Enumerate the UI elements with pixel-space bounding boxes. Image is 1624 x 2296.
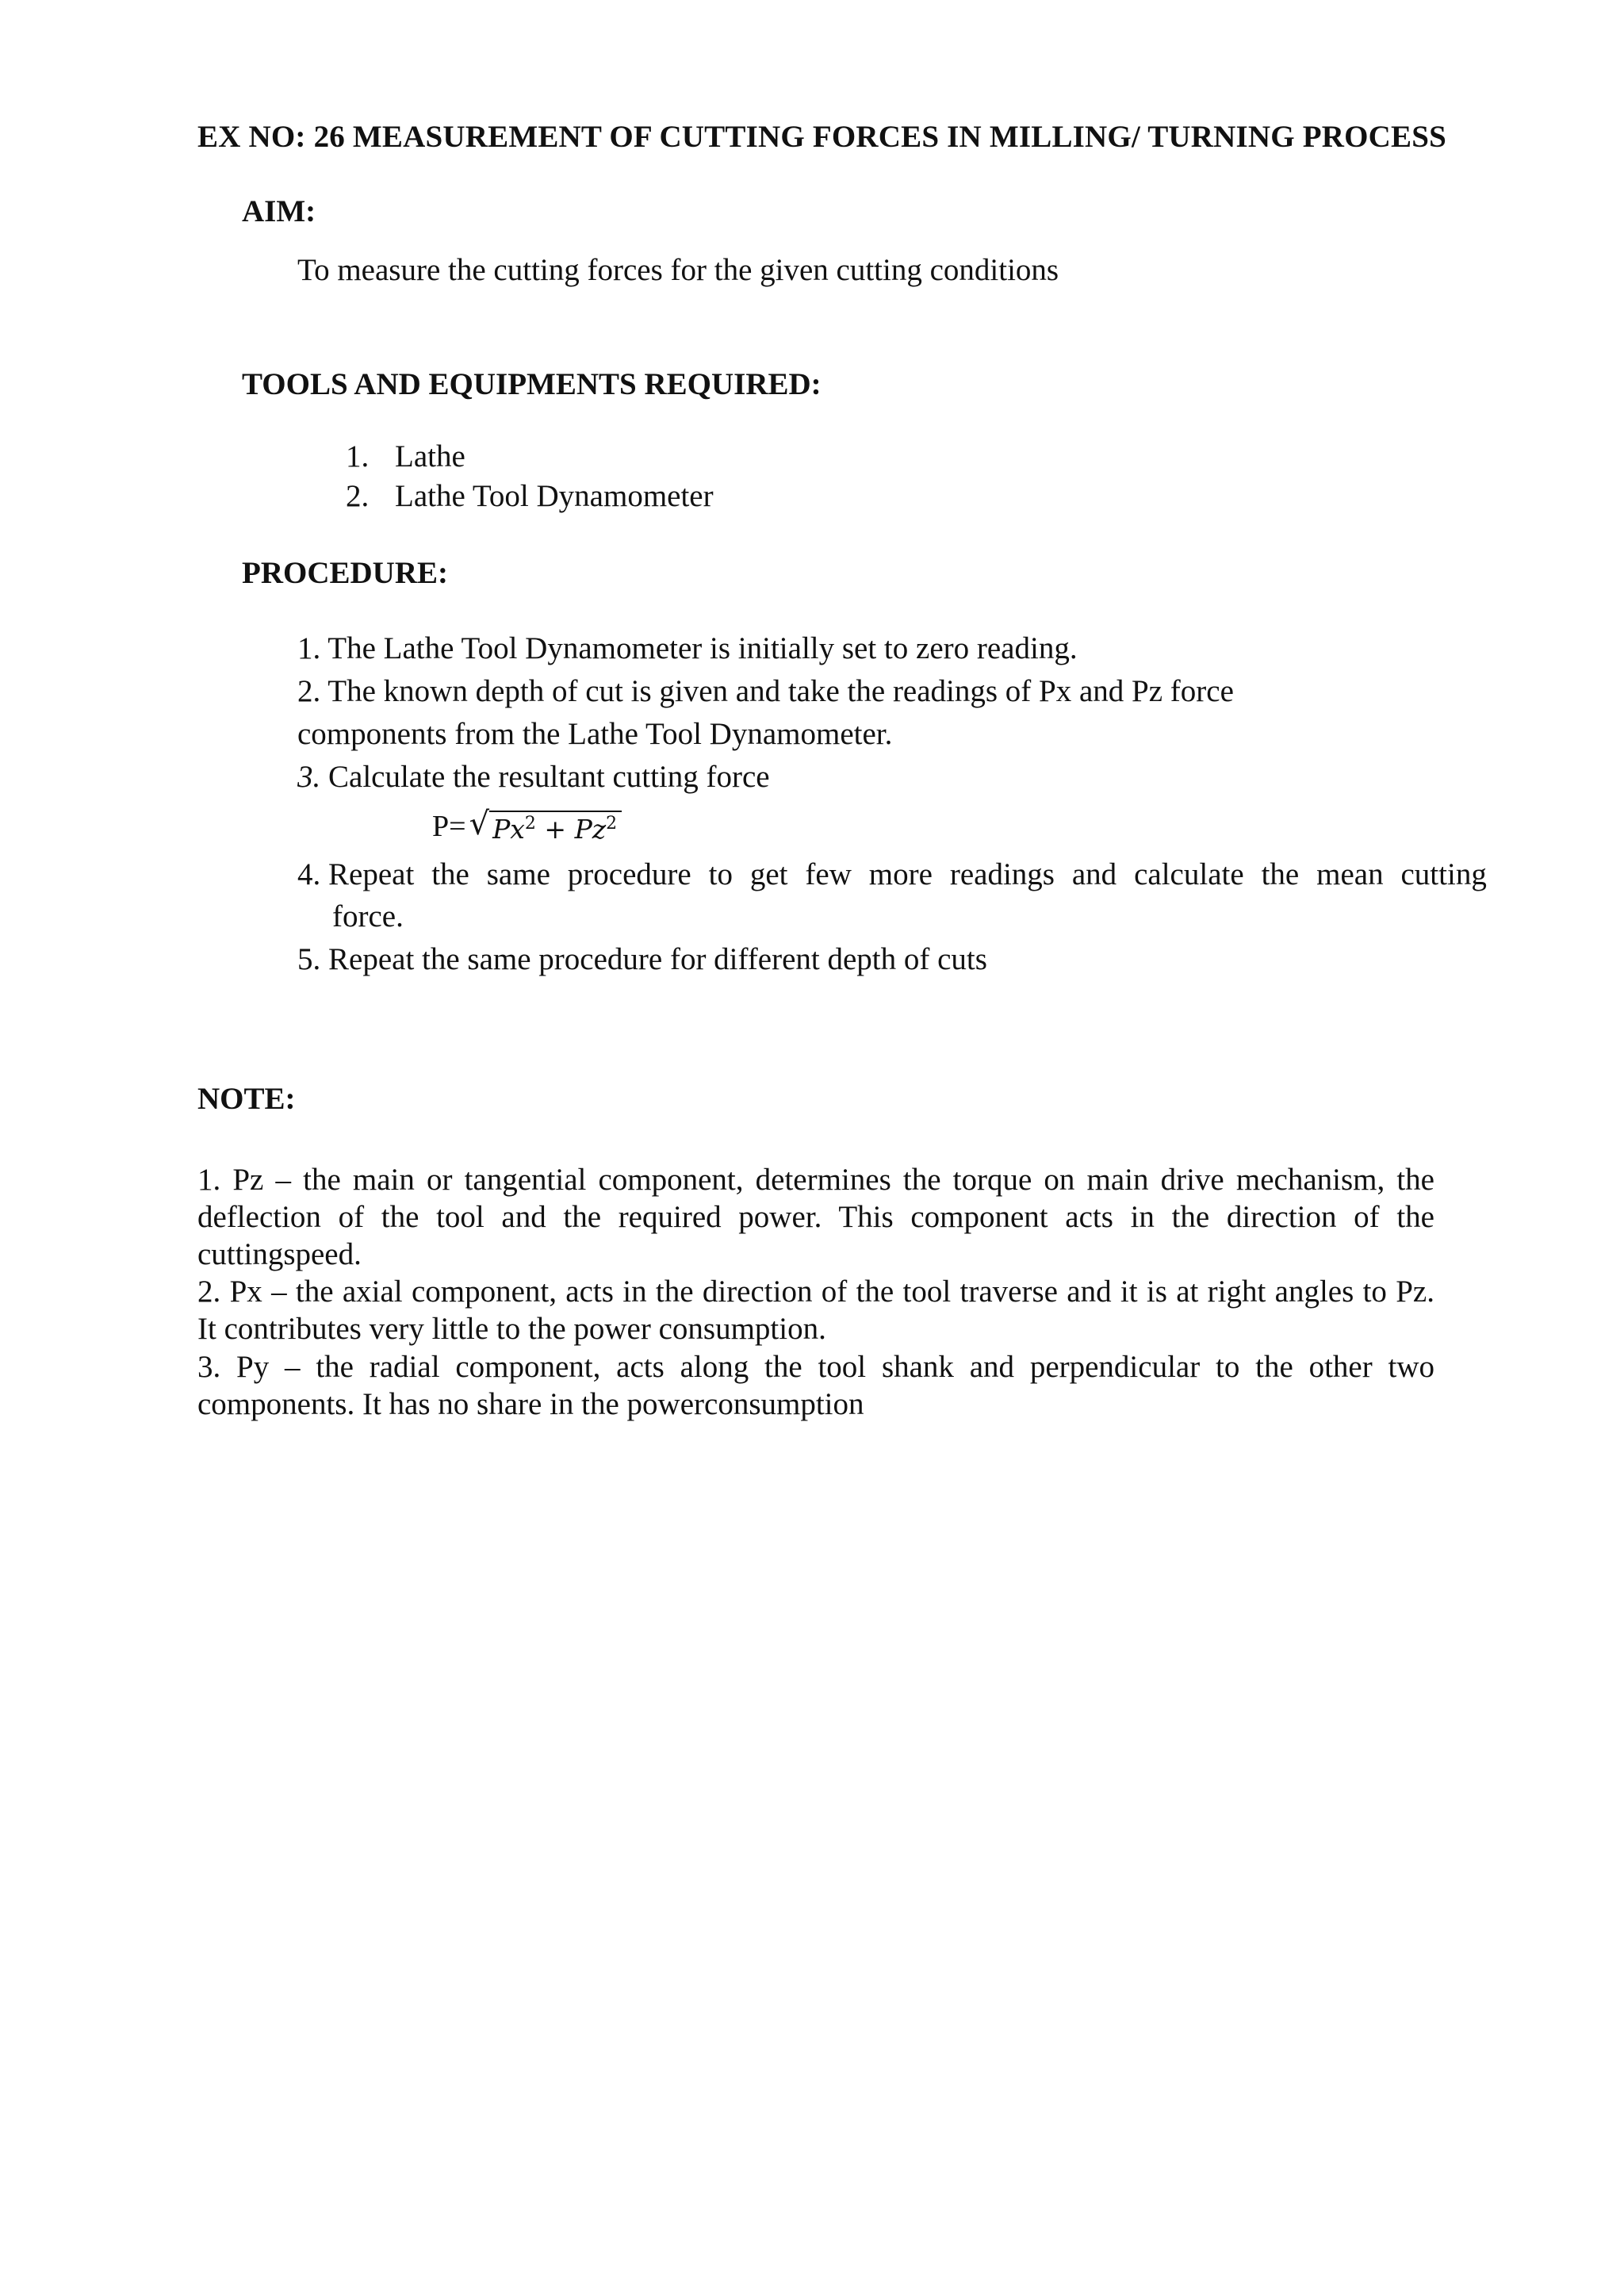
step-4-word: 4. Repeat — [297, 857, 415, 891]
list-item-number: 2. — [346, 479, 370, 513]
formula-exponent: 2 — [524, 814, 536, 834]
step-4-word: same — [486, 857, 550, 891]
step-4-word: calculate — [1134, 857, 1244, 891]
formula-plus: + — [544, 814, 567, 845]
procedure-heading: PROCEDURE: — [242, 556, 448, 590]
formula-lhs: P= — [432, 810, 466, 843]
step-4-word: the — [1261, 857, 1300, 891]
aim-heading: AIM: — [242, 194, 316, 228]
tools-heading: TOOLS AND EQUIPMENTS REQUIRED: — [242, 367, 822, 401]
step-4-word: mean — [1316, 857, 1384, 891]
list-item-label: Lathe — [395, 439, 465, 473]
note-item-px: 2. Px – the axial component, acts in the direction of the tool traverse and it is at right angles to Pz. It contributes very little to the power consumption. — [197, 1274, 1434, 1346]
formula-term-pz: Pz — [574, 814, 607, 845]
list-item — [346, 439, 465, 476]
list-item-label: Lathe Tool Dynamometer — [395, 479, 714, 513]
step-4-word: cutting — [1400, 857, 1487, 891]
step-4-word: few — [805, 857, 852, 891]
procedure-step-3-text: Calculate the resultant cutting force — [328, 760, 770, 794]
formula-term-px: Px — [492, 814, 525, 845]
procedure-step-3-number: 3. — [297, 760, 321, 794]
step-4-word: and — [1071, 857, 1117, 891]
procedure-step-4-continued: force. — [332, 899, 404, 933]
aim-text: To measure the cutting forces for the given cutting conditions — [297, 253, 1059, 287]
procedure-step-2: 2. The known depth of cut is given and take the readings of Px and Pz force — [297, 674, 1234, 708]
formula-exponent: 2 — [606, 814, 618, 834]
step-4-word: get — [749, 857, 788, 891]
page-title: EX NO: 26 MEASUREMENT OF CUTTING FORCES IN MILLING/ TURNING PROCESS — [197, 120, 1447, 154]
note-item-pz: 1. Pz – the main or tangential component, determines the torque on main drive mechanism, the deflection of the tool and the required power. This component acts in the direction of the cuttingspeed. — [197, 1163, 1434, 1271]
note-heading: NOTE: — [197, 1082, 296, 1116]
procedure-step-5: 5. Repeat the same procedure for different depth of cuts — [297, 942, 987, 976]
step-4-word: to — [708, 857, 733, 891]
formula-radicand — [489, 811, 622, 845]
list-item — [346, 478, 714, 516]
step-4-word: procedure — [567, 857, 691, 891]
step-4-word: readings — [949, 857, 1055, 891]
resultant-force-formula — [432, 806, 622, 845]
procedure-step-4 — [297, 857, 1487, 894]
procedure-step-1: 1. The Lathe Tool Dynamometer is initially set to zero reading. — [297, 631, 1078, 665]
step-4-word: the — [431, 857, 469, 891]
square-root-icon: √ — [469, 806, 490, 842]
list-item-number: 1. — [346, 439, 370, 473]
note-item-py: 3. Py – the radial component, acts along the tool shank and perpendicular to the other two components. It has no share in the powerconsumption — [197, 1350, 1434, 1421]
step-4-word: more — [868, 857, 933, 891]
procedure-step-3 — [297, 759, 770, 796]
procedure-step-2-continued: components from the Lathe Tool Dynamometer. — [297, 717, 893, 751]
